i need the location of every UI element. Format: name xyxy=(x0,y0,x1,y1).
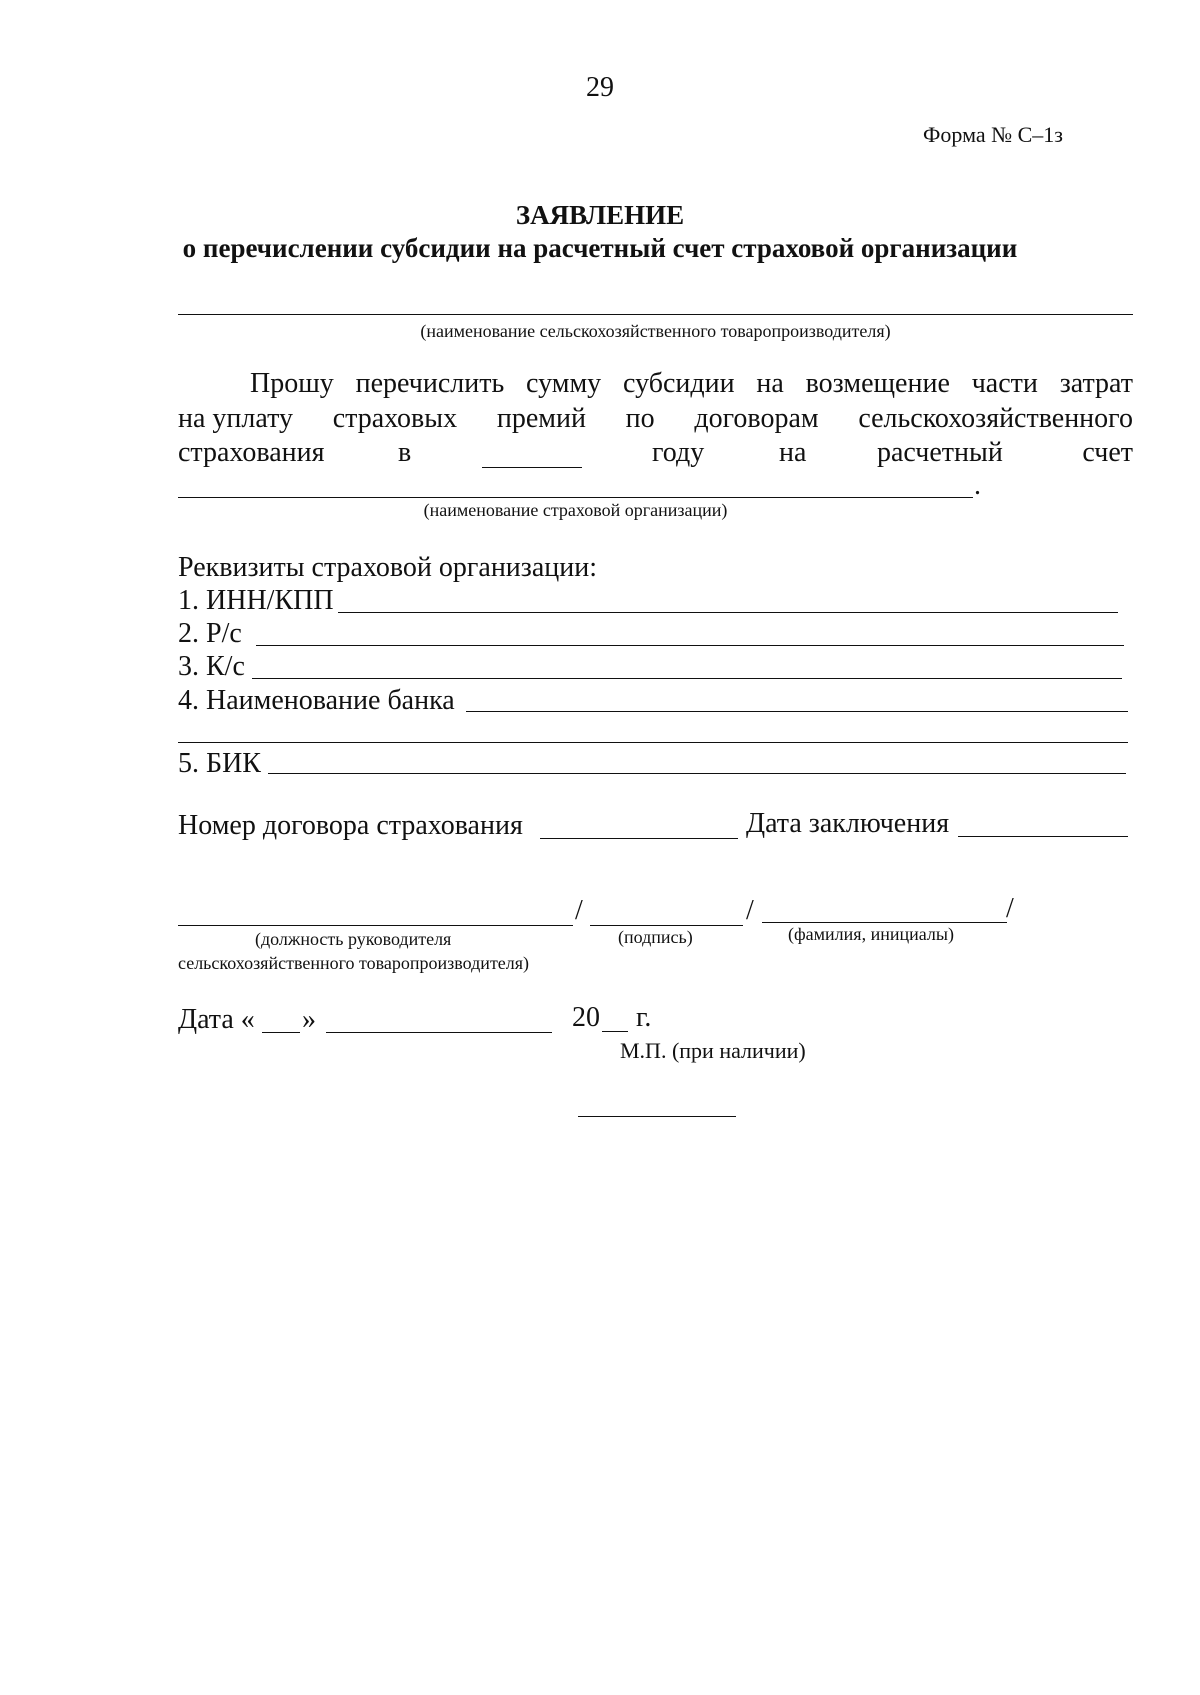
insurer-name-line[interactable] xyxy=(178,497,973,498)
request-word: в xyxy=(398,437,412,468)
signature-slash: / xyxy=(575,895,583,926)
year-prefix: 20 xyxy=(572,1002,600,1033)
requisites-heading: Реквизиты страховой организации: xyxy=(178,552,598,583)
contract-date-label: Дата заключения xyxy=(746,808,950,839)
document-subheading: о перечислении субсидии на расчетный счет страховой организации xyxy=(182,233,1018,263)
request-word: счет xyxy=(1082,437,1133,468)
producer-name-line[interactable] xyxy=(178,314,1133,315)
request-word: году xyxy=(652,437,705,468)
request-word: расчетный xyxy=(877,437,1003,468)
settlement-account-label: 2. Р/с xyxy=(178,618,242,649)
settlement-account-field-line[interactable] xyxy=(256,645,1124,646)
request-word: страховых xyxy=(332,403,458,434)
stamp-label: М.П. (при наличии) xyxy=(620,1038,806,1063)
correspondent-account-label: 3. К/с xyxy=(178,651,245,682)
period-mark: . xyxy=(974,470,981,501)
signature-field-line[interactable] xyxy=(590,925,743,926)
request-word: на xyxy=(779,437,807,468)
bik-label: 5. БИК xyxy=(178,748,261,779)
bik-field-line[interactable] xyxy=(268,773,1126,774)
correspondent-account-field-line[interactable] xyxy=(252,678,1122,679)
name-field-line[interactable] xyxy=(762,922,1007,923)
bank-name-label: 4. Наименование банка xyxy=(178,685,455,716)
contract-date-field-line[interactable] xyxy=(958,836,1128,837)
request-word: на xyxy=(756,368,784,399)
inn-kpp-field-line[interactable] xyxy=(338,612,1118,613)
closing-divider xyxy=(578,1116,736,1117)
request-word: договорам xyxy=(694,403,819,434)
month-field-line[interactable] xyxy=(326,1032,552,1033)
page-number: 29 xyxy=(586,72,614,103)
request-word: Прошу xyxy=(250,368,334,399)
request-word: сельскохозяйственного xyxy=(858,403,1133,434)
signature-slash: / xyxy=(1006,893,1014,924)
form-label: Форма № С–1з xyxy=(923,122,1063,147)
position-caption-line-1: (должность руководителя xyxy=(255,929,452,949)
date-close-quote: » xyxy=(302,1004,316,1035)
request-word: части xyxy=(971,368,1038,399)
request-word: на уплату xyxy=(178,403,293,434)
day-field-line[interactable] xyxy=(262,1032,300,1033)
request-word: по xyxy=(625,403,655,434)
signature-caption: (подпись) xyxy=(618,927,693,947)
bank-name-field-line[interactable] xyxy=(466,711,1128,712)
document-heading: ЗАЯВЛЕНИЕ xyxy=(515,200,685,230)
request-word: премий xyxy=(496,403,586,434)
year-field-line[interactable] xyxy=(482,467,582,468)
request-word: субсидии xyxy=(623,368,735,399)
request-word: возмещение xyxy=(805,368,950,399)
insurer-caption: (наименование страховой организации) xyxy=(423,500,728,520)
request-line-1 xyxy=(250,368,1133,400)
producer-caption: (наименование сельскохозяйственного товаропроизводителя) xyxy=(420,321,891,341)
date-label: Дата « xyxy=(178,1004,255,1035)
request-line-2 xyxy=(178,403,1133,435)
request-word: страхования xyxy=(178,437,325,468)
signature-slash: / xyxy=(746,895,754,926)
year-digits-field-line[interactable] xyxy=(602,1031,628,1032)
name-caption: (фамилия, инициалы) xyxy=(788,924,954,944)
request-word: перечислить xyxy=(355,368,505,399)
contract-number-label: Номер договора страхования xyxy=(178,810,523,841)
year-suffix: г. xyxy=(636,1002,652,1033)
bank-name-field-line-2[interactable] xyxy=(178,742,1128,743)
inn-kpp-label: 1. ИНН/КПП xyxy=(178,585,334,616)
position-caption-line-2: сельскохозяйственного товаропроизводителя) xyxy=(178,953,530,973)
contract-number-field-line[interactable] xyxy=(540,838,738,839)
request-word: затрат xyxy=(1059,368,1133,399)
position-field-line[interactable] xyxy=(178,925,573,926)
request-word: сумму xyxy=(526,368,602,399)
